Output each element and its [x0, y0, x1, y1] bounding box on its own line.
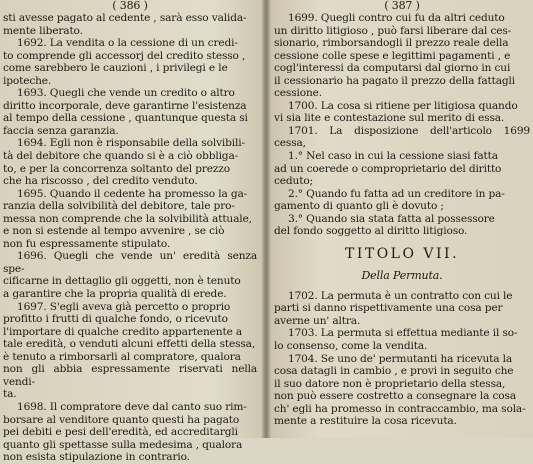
text-line: cessione colle spese e legittimi pagamenti , e: [274, 49, 511, 62]
text-line: 1699. Quegli contro cui fu da altri ceduto: [288, 12, 505, 24]
text-line: mente a restituire la cosa ricevuta.: [274, 415, 457, 428]
text-line: cosa datagli in cambio , e provi in seguito che: [274, 365, 514, 378]
text-line: non gli abbia espressamente riservati nella vendi-: [3, 363, 257, 388]
text-line: non esista stipulazione in contrario.: [3, 451, 190, 464]
text-line: cessione.: [274, 87, 322, 100]
text-line: borsare al venditore quanto questi ha pagato: [3, 413, 240, 426]
text-line: 1692. La vendita o la cessione di un credi-: [17, 37, 238, 50]
text-line: mente liberato.: [3, 24, 83, 37]
text-line: tale eredità, o venduti alcuni effetti della stessa,: [3, 338, 256, 351]
text-line: lo consenso, come la vendita.: [274, 340, 428, 353]
book-gutter: [262, 0, 270, 438]
text-line: 1697. S'egli aveva già percetto o proprio: [17, 300, 231, 313]
text-line: quanto gli spettasse sulla medesima , qualora: [3, 438, 243, 451]
text-line: gamento di quanto gli è dovuto ;: [274, 200, 444, 213]
text-line: 1700. La cosa si ritiene per litigiosa quando: [288, 99, 518, 112]
text-line: a garantire che la propria qualità di erede.: [3, 288, 227, 301]
text-line: ceduto;: [274, 175, 313, 188]
right-page-text-top: [274, 12, 530, 238]
page-number-right: ( 387 ): [384, 0, 420, 12]
text-line: ipoteche.: [3, 74, 52, 87]
text-line: 1702. La permuta è un contratto con cui le: [288, 289, 513, 302]
text-line: sti avesse pagato al cedente , sarà esso valida-: [3, 12, 247, 24]
left-page: [3, 0, 259, 464]
text-line: ad un coerede o comproprietario del diritto: [274, 162, 502, 175]
text-line: 1696. Quegli che vende un' eredità senza spe-: [3, 250, 257, 275]
text-line: 1704. Se uno de' permutanti ha ricevuta la: [288, 352, 513, 365]
right-page-text-bottom: [274, 290, 530, 428]
text-line: pei debiti e pesi dell'eredità, ed accreditargli: [3, 426, 238, 439]
text-line: vi sia lite e contestazione sul merito di essa.: [274, 112, 505, 125]
text-line: profitto i frutti di qualche fondo, o ricevuto: [3, 313, 228, 326]
text-line: ch' egli ha promesso in contraccambio, ma sola-: [274, 402, 526, 415]
text-line: parti si danno rispettivamente una cosa per: [274, 302, 503, 315]
text-line: sionario, rimborsandogli il prezzo reale della: [274, 37, 509, 50]
text-line: 1703. La permuta si effettua mediante il so-: [288, 327, 518, 340]
text-line: che ha riscosso , del credito venduto.: [3, 175, 198, 188]
text-line: 1698. Il compratore deve dal canto suo rim-: [17, 400, 247, 413]
section-title: TITOLO VII.: [344, 245, 460, 262]
text-line: tà del debitore che quando si è a ciò obbliga-: [3, 150, 239, 163]
text-line: ta.: [3, 388, 17, 401]
text-line: averne un' altra.: [274, 314, 361, 327]
text-line: il suo datore non è proprietario della stessa,: [274, 377, 506, 390]
text-line: del fondo soggetto al diritto litigioso.: [274, 225, 468, 238]
text-line: non può essere costretto a consegnare la cosa: [274, 390, 516, 403]
text-line: 1695. Quando il cedente ha promesso la ga-: [17, 187, 248, 200]
text-line: cificarne in dettaglio gli oggetti, non è tenuto: [3, 275, 241, 288]
text-line: il cessionario ha pagato il prezzo della fattagli: [274, 74, 515, 87]
right-page: [272, 0, 530, 438]
text-line: e non si estende al tempo avvenire , se ciò: [3, 225, 225, 238]
left-page-text: [3, 12, 257, 464]
text-line: messa non comprende che la solvibilità attuale,: [3, 212, 252, 225]
text-line: un diritto litigioso , può farsi liberare dal ces-: [274, 24, 512, 37]
text-line: diritto incorporale, deve garantirne l'esistenza: [3, 99, 247, 112]
text-line: 2.° Quando fu fatta ad un creditore in pa-: [288, 187, 505, 200]
text-line: 1693. Quegli che vende un credito o altro: [17, 87, 235, 100]
section-subtitle: Della Permuta.: [361, 268, 443, 282]
text-line: to comprende gli accessorj del credito stesso ,: [3, 49, 246, 62]
text-line: faccia senza garanzia.: [3, 124, 119, 137]
text-line: 1.° Nel caso in cui la cessione siasi fatta: [288, 150, 498, 163]
text-line: to, e per la concorrenza soltanto del prezzo: [3, 162, 230, 175]
text-line: non fu espressamente stipulato.: [3, 237, 171, 250]
text-line: è tenuto a rimborsarli al compratore, qualora: [3, 350, 241, 363]
text-line: 1694. Egli non è risponsabile della solvibili-: [17, 137, 245, 150]
text-line: come sarebbero le cauzioni , i privilegi e le: [3, 62, 228, 75]
text-line: l'importare di qualche credito appartenente a: [3, 325, 243, 338]
text-line: ranzia della solvibilità del debitore, tale pro-: [3, 200, 235, 213]
text-line: 1701. La disposizione dell'articolo 1699 cessa,: [274, 124, 530, 150]
text-line: 3.° Quando sia stata fatta al possessore: [288, 212, 495, 225]
page-number-left: ( 386 ): [112, 0, 148, 12]
text-line: cogl'interessi da computarsi dal giorno in cui: [274, 62, 511, 75]
text-line: al tempo della cessione , quantunque questa si: [3, 112, 248, 125]
